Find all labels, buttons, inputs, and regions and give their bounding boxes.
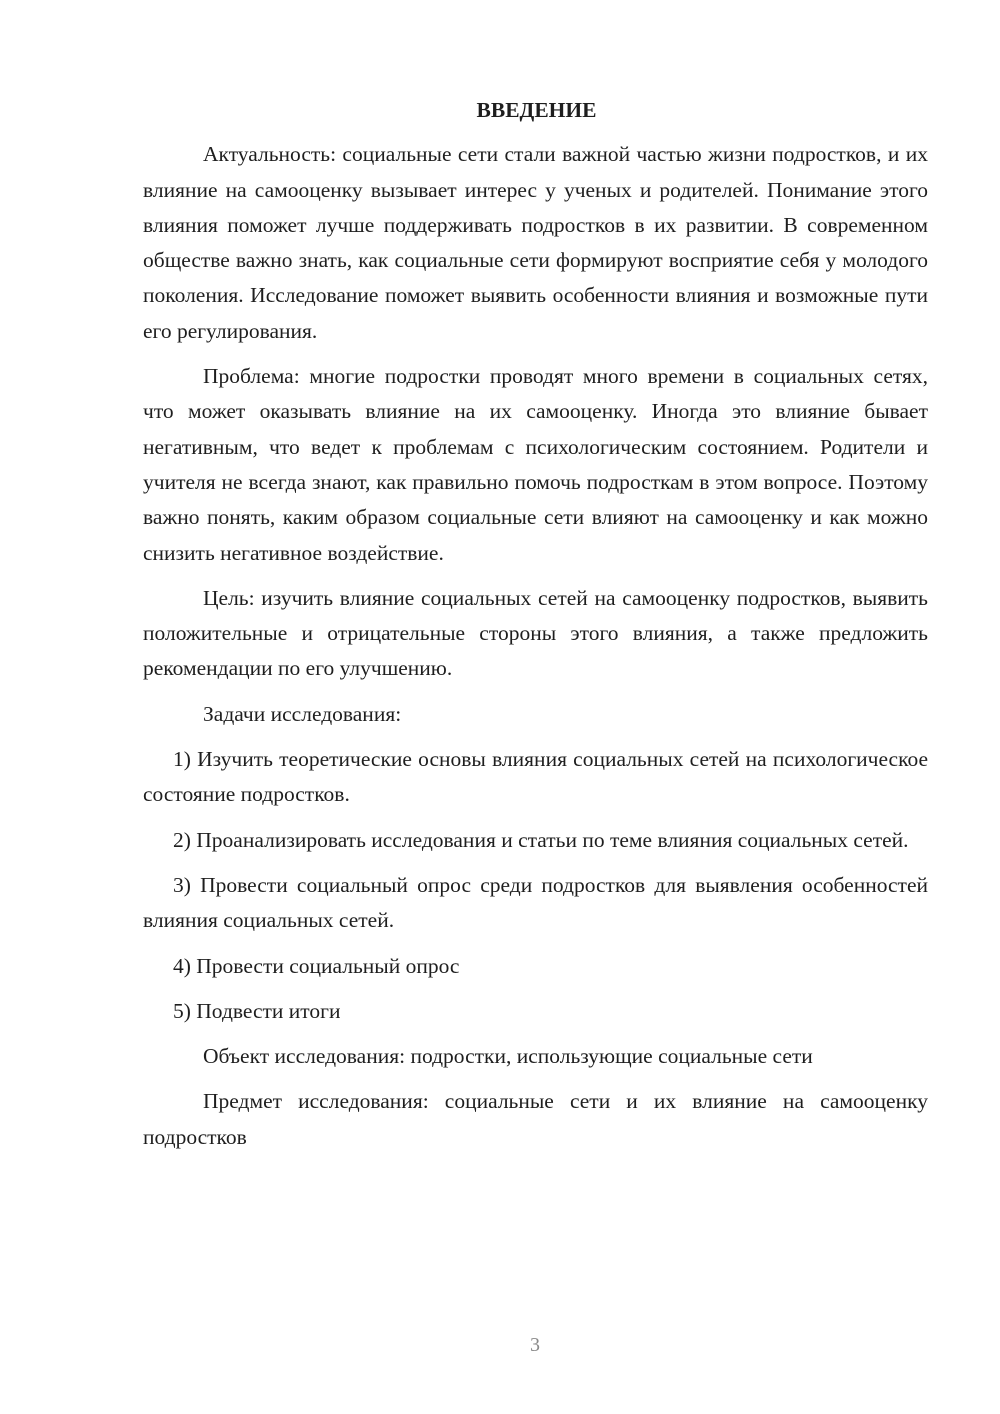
tasks-heading: Задачи исследования: <box>203 701 402 726</box>
goal-paragraph: Цель: изучить влияние социальных сетей на самооценку подростков, выявить положительные и отрицательные стороны этого влияния, а также предложить рекомендации по его улучшению. <box>143 585 928 681</box>
task-item-1: 1) Изучить теоретические основы влияния социальных сетей на психологическое состояние подростков. <box>143 747 928 807</box>
page-title: ВВЕДЕНИЕ <box>476 98 597 122</box>
page-number: 3 <box>530 1334 540 1356</box>
problem-paragraph: Проблема: многие подростки проводят много времени в социальных сетях, что может оказывать влияние на их самооценку. Иногда это влияние бывает негативным, что ведет к проблемам с психологическим состоянием. Родители и учителя не всегда знают, как правильно помочь подросткам в этом вопросе. Поэтому важно понять, каким образом социальные сети влияют на самооценку и как можно снизить негативное воздействие. <box>143 364 928 565</box>
task-item-3: 3) Провести социальный опрос среди подростков для выявления особенностей влияния социальных сетей. <box>143 872 928 933</box>
task-item-5: 5) Подвести итоги <box>173 998 341 1023</box>
task-item-4: 4) Провести социальный опрос <box>173 953 460 978</box>
research-subject: Предмет исследования: социальные сети и их влияние на самооценку подростков <box>143 1089 928 1149</box>
task-item-2: 2) Проанализировать исследования и статьи по теме влияния социальных сетей. <box>173 827 909 852</box>
relevance-paragraph: Актуальность: социальные сети стали важной частью жизни подростков, и их влияние на самооценку вызывает интерес у ученых и родителей. Понимание этого влияния поможет лучше поддерживать подростков в их развитии. В современном обществе важно знать, как социальные сети формируют восприятие себя у молодого поколения. Исследование поможет выявить особенности влияния и возможные пути его регулирования. <box>143 142 928 343</box>
page-content <box>143 93 928 1155</box>
research-object: Объект исследования: подростки, использующие социальные сети <box>203 1044 813 1069</box>
